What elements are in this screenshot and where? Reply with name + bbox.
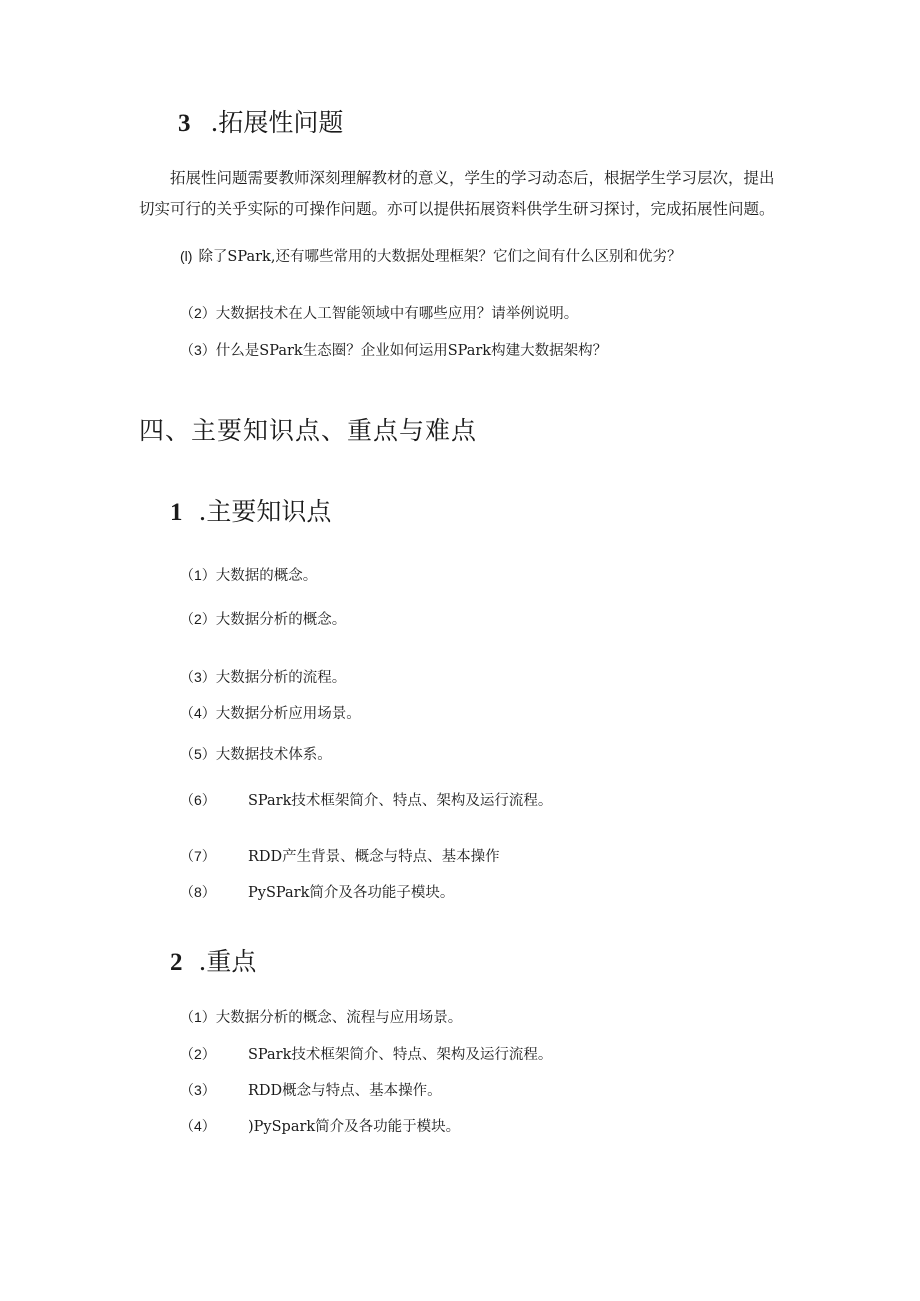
list-item bbox=[180, 564, 317, 585]
item-text: )PySpark简介及各功能于模块。 bbox=[248, 1119, 461, 1135]
item-prefix: （1） bbox=[180, 1009, 216, 1025]
list-item bbox=[180, 1006, 462, 1027]
question-item bbox=[180, 339, 607, 360]
item-prefix: （4） bbox=[180, 1118, 216, 1134]
item-prefix: （3） bbox=[180, 669, 216, 685]
subsection-title: .主要知识点 bbox=[198, 497, 332, 526]
subsection-title: .重点 bbox=[198, 947, 257, 976]
list-item bbox=[180, 666, 346, 687]
item-text: 除了SPark,还有哪些常用的大数据处理框架？它们之间有什么区别和优劣？ bbox=[198, 249, 682, 265]
item-text: 大数据分析的流程。 bbox=[215, 670, 347, 686]
subsection-heading bbox=[170, 942, 256, 978]
subsection-number: 1 bbox=[170, 499, 183, 526]
question-item bbox=[180, 302, 578, 323]
list-item bbox=[180, 845, 500, 866]
item-prefix: （3） bbox=[180, 1082, 216, 1098]
list-item bbox=[180, 881, 454, 902]
item-text: 什么是SPark生态圈？企业如何运用SPark构建大数据架构？ bbox=[215, 343, 608, 359]
item-prefix: （2） bbox=[180, 305, 216, 321]
subsection-heading bbox=[170, 492, 331, 528]
item-text: 大数据技术在人工智能领域中有哪些应用？请举例说明。 bbox=[215, 306, 579, 322]
item-text: PySPark简介及各功能子模块。 bbox=[248, 885, 455, 901]
subsection-number: 2 bbox=[170, 949, 183, 976]
item-text: RDD概念与特点、基本操作。 bbox=[248, 1083, 442, 1099]
item-prefix: （7） bbox=[180, 848, 216, 864]
intro-paragraph: 拓展性问题需要教师深刻理解教材的意义，学生的学习动态后，根据学生学习层次，提出切实可行的关乎实际的可操作问题。亦可以提供拓展资料供学生研习探讨，完成拓展性问题。 bbox=[139, 169, 775, 218]
item-prefix: （3） bbox=[180, 342, 216, 358]
item-prefix: （2） bbox=[180, 1046, 216, 1062]
item-text: 大数据的概念。 bbox=[215, 568, 318, 584]
item-prefix: （1） bbox=[180, 567, 216, 583]
item-text: 大数据分析的概念。 bbox=[215, 612, 347, 628]
list-item bbox=[180, 1043, 552, 1064]
item-text: 大数据分析的概念、流程与应用场景。 bbox=[215, 1010, 463, 1026]
item-text: RDD产生背景、概念与特点、基本操作 bbox=[248, 849, 500, 865]
list-item bbox=[180, 608, 346, 629]
section-number: 3 bbox=[178, 110, 191, 137]
item-text: SPark技术框架简介、特点、架构及运行流程。 bbox=[248, 1047, 553, 1063]
list-item bbox=[180, 789, 552, 810]
list-item bbox=[180, 702, 361, 723]
section-title: .拓展性问题 bbox=[210, 108, 344, 137]
list-item bbox=[180, 1115, 460, 1136]
list-item bbox=[180, 743, 332, 764]
question-item bbox=[180, 245, 681, 266]
item-text: 大数据技术体系。 bbox=[215, 747, 332, 763]
item-prefix: （5） bbox=[180, 746, 216, 762]
chapter-heading: 四、主要知识点、重点与难点 bbox=[139, 416, 478, 445]
item-prefix: （6） bbox=[180, 792, 216, 808]
item-prefix: (l) bbox=[180, 248, 193, 264]
item-text: SPark技术框架简介、特点、架构及运行流程。 bbox=[248, 793, 553, 809]
item-prefix: （2） bbox=[180, 611, 216, 627]
item-prefix: （4） bbox=[180, 705, 216, 721]
list-item bbox=[180, 1079, 442, 1100]
section-heading bbox=[178, 103, 343, 139]
item-prefix: （8） bbox=[180, 884, 216, 900]
item-text: 大数据分析应用场景。 bbox=[215, 706, 361, 722]
